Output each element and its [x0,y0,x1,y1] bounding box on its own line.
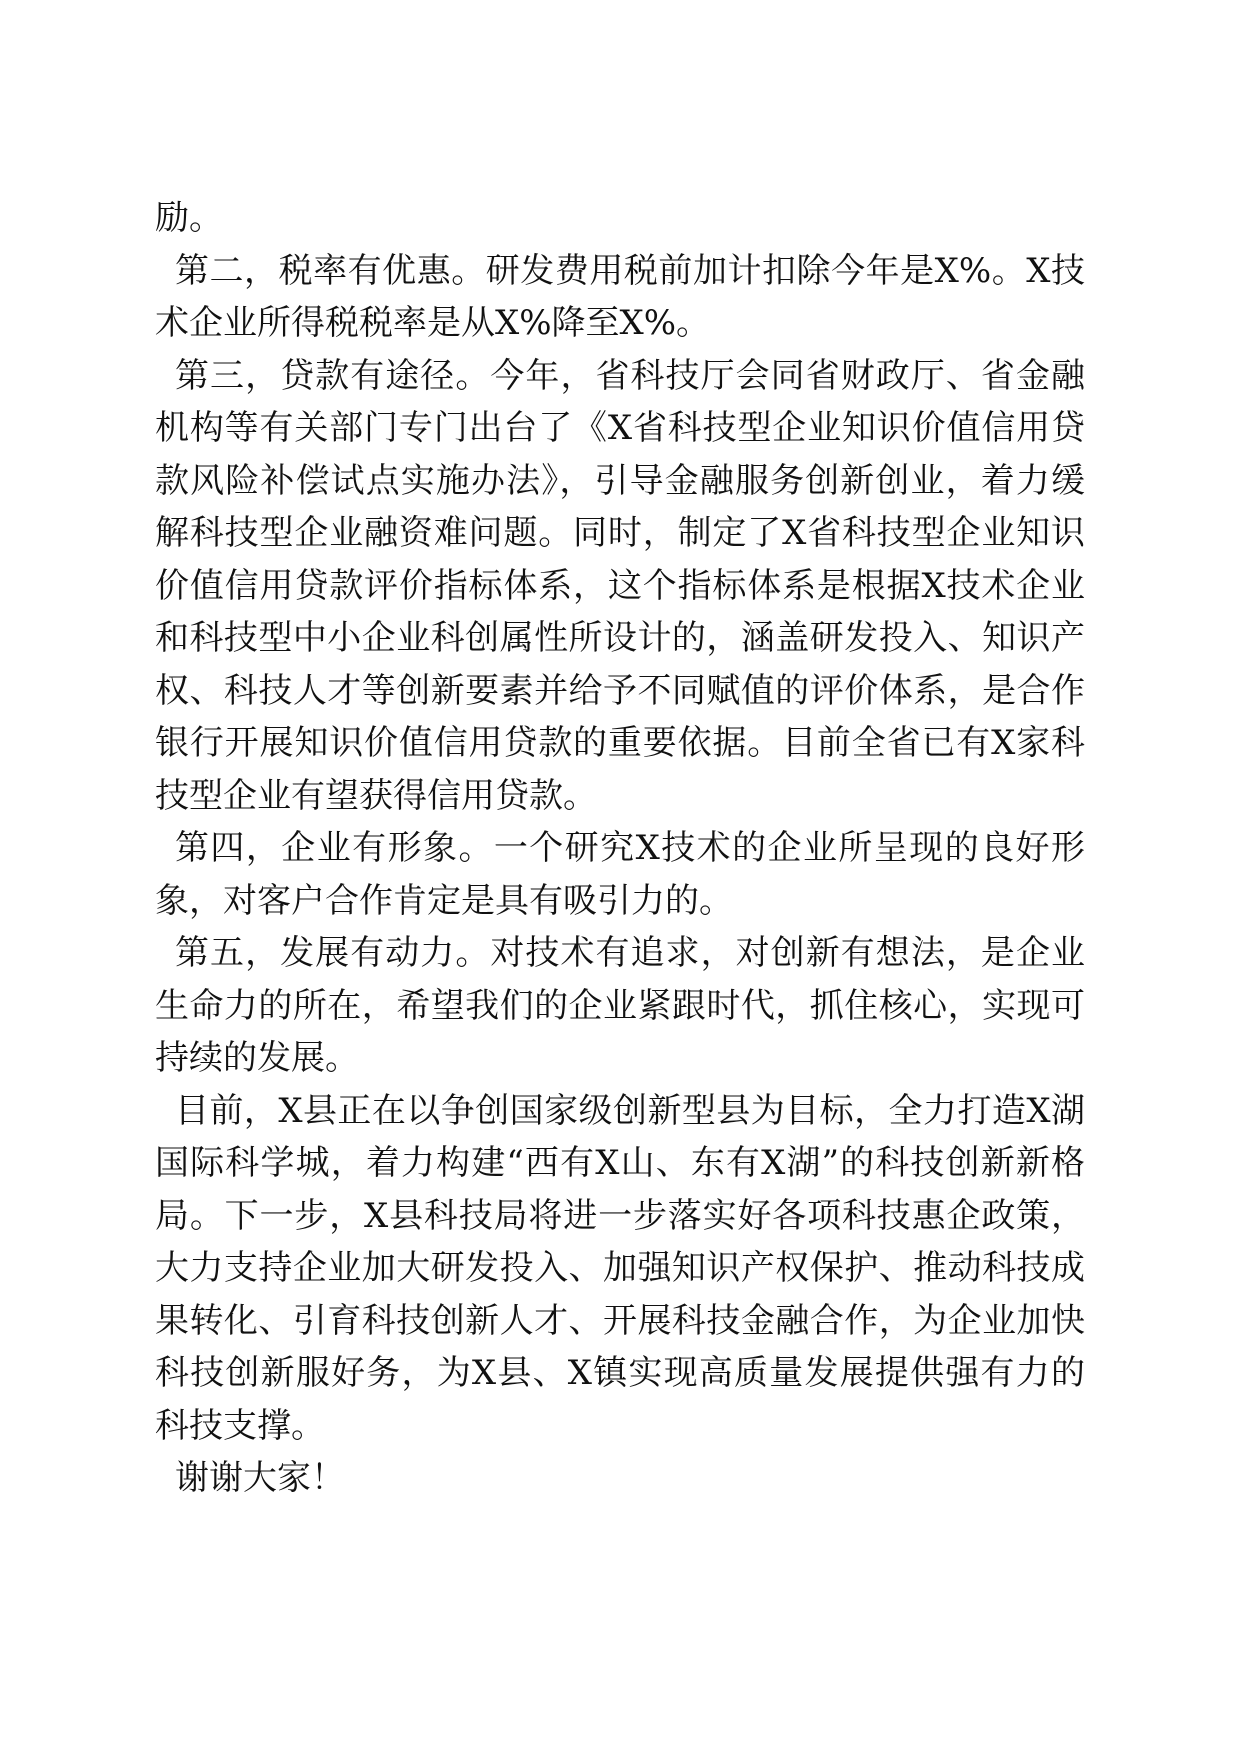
body-text [155,192,1085,1505]
paragraph-county-plan: 目前，X县正在以争创国家级创新型县为目标，全力打造X湖国际科学城，着力构建“西有X山、东有X湖”的科技创新新格局。下一步，X县科技局将进一步落实好各项科技惠企政策，大力支持企业加大研发投入、加强知识产权保护、推动科技成果转化、引育科技创新人才、开展科技金融合作，为企业加快科技创新服好务，为X县、X镇实现高质量发展提供强有力的科技支撑。 [155,1090,1085,1446]
paragraph-thanks: 谢谢大家！ [175,1458,345,1498]
paragraph-momentum: 第五，发展有动力。对技术有追求，对创新有想法，是企业生命力的所在，希望我们的企业紧跟时代，抓住核心，实现可持续的发展。 [155,933,1085,1078]
paragraph-loans: 第三，贷款有途径。今年，省科技厅会同省财政厅、省金融机构等有关部门专门出台了《X省科技型企业知识价值信用贷款风险补偿试点实施办法》，引导金融服务创新创业，着力缓解科技型企业融资难问题。同时，制定了X省科技型企业知识价值信用贷款评价指标体系，这个指标体系是根据X技术企业和科技型中小企业科创属性所设计的，涵盖研发投入、知识产权、科技人才等创新要素并给予不同赋值的评价体系，是合作银行开展知识价值信用贷款的重要依据。目前全省已有X家科技型企业有望获得信用贷款。 [155,355,1085,816]
paragraph-tax-rate: 第二，税率有优惠。研发费用税前加计扣除今年是X%。X技术企业所得税税率是从X%降至X%。 [155,250,1085,343]
paragraph-image: 第四，企业有形象。一个研究X技术的企业所呈现的良好形象，对客户合作肯定是具有吸引力的。 [155,828,1085,921]
paragraph-continuation: 励。 [155,198,223,238]
